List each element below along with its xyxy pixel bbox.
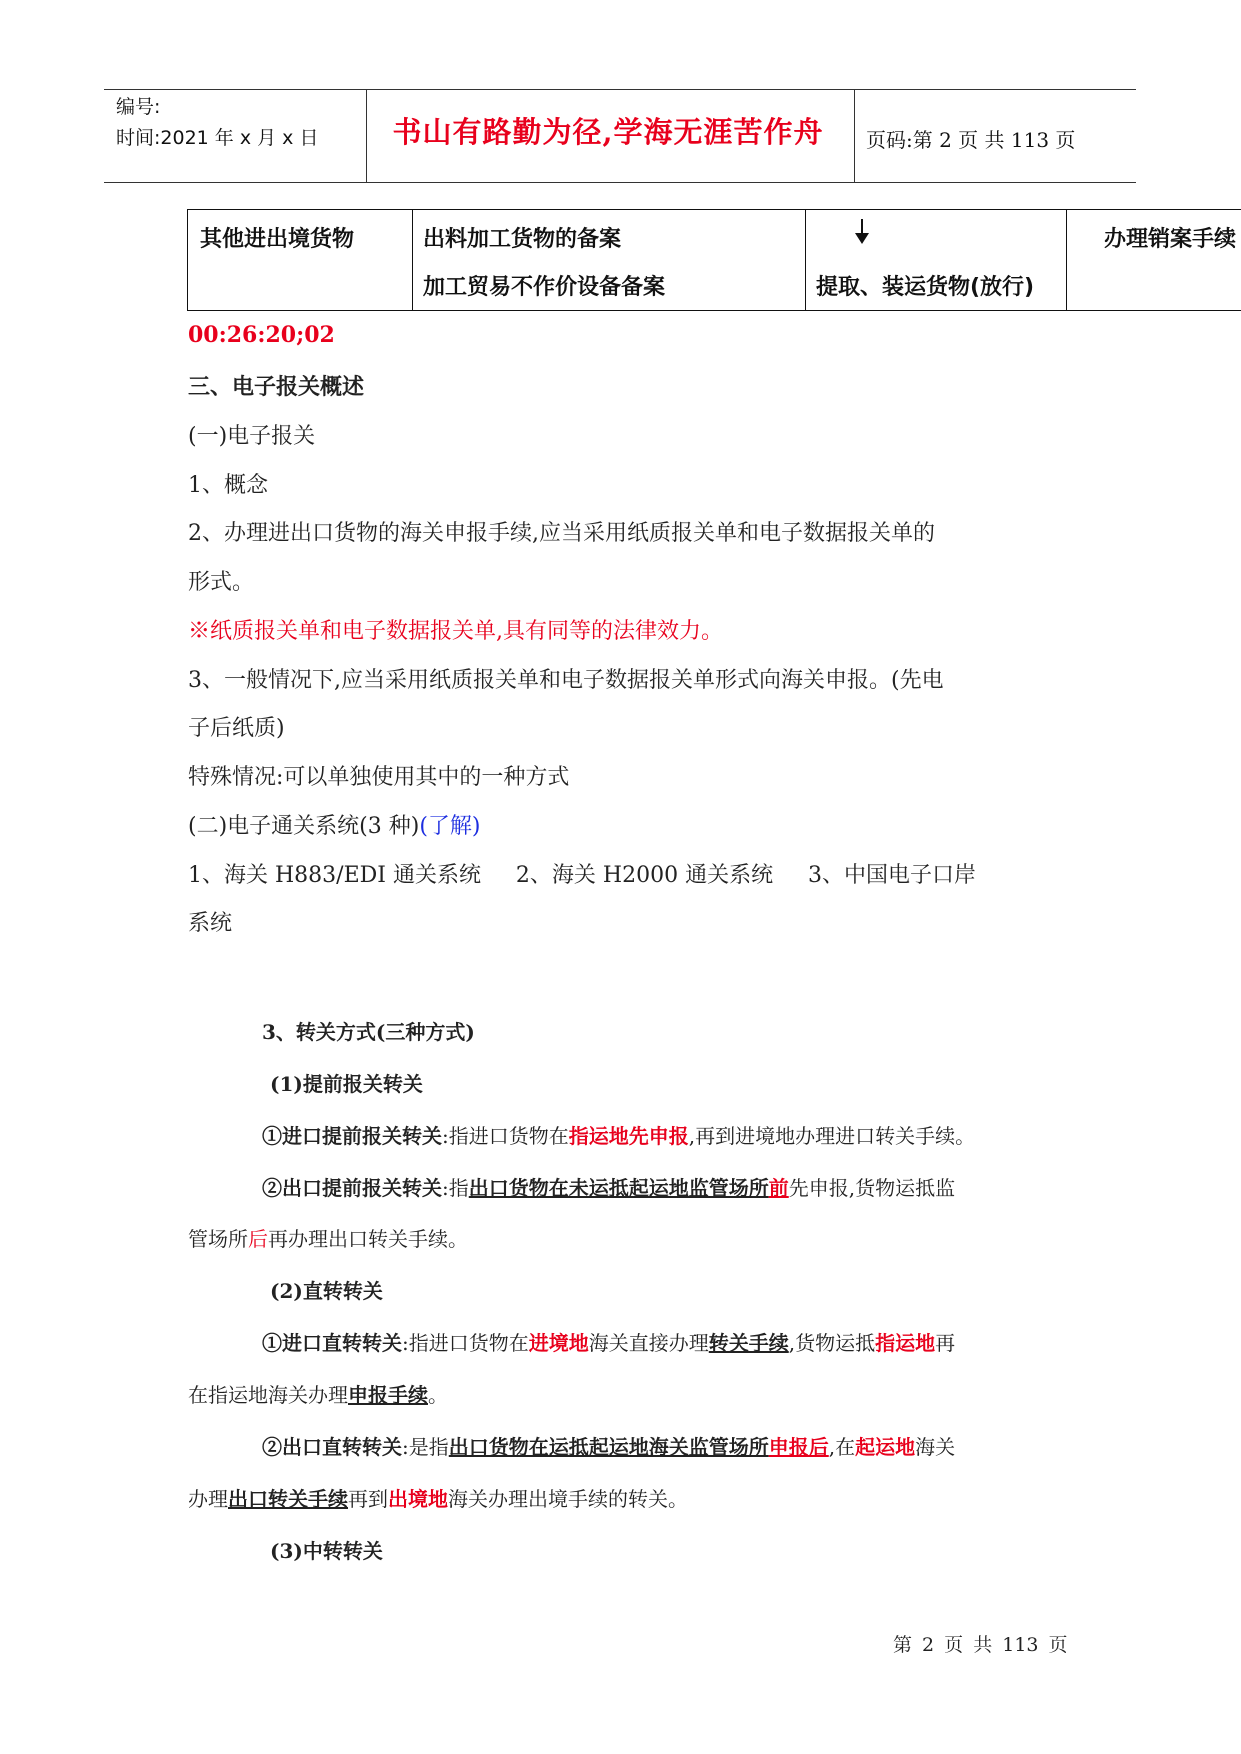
text-span: 先申报,货物运抵监	[788, 1176, 956, 1200]
section-title: 三、电子报关概述	[188, 374, 365, 400]
method-1-export-label: ②出口提前报关转关	[262, 1176, 442, 1200]
table-col-divider-2	[805, 209, 806, 310]
text-span: 海关直接办理	[588, 1331, 709, 1355]
underline-span: 出口货物在运抵起运地海关监管场所	[448, 1435, 769, 1459]
underline-span: 出口货物在未运抵起运地监管场所	[468, 1176, 769, 1200]
method-2-import-line2	[188, 1379, 448, 1408]
text-span: ,在	[828, 1435, 856, 1459]
method-1-title: (1)提前报关转关	[270, 1072, 423, 1096]
header-page-info: 页码:第 2 页 共 113 页	[866, 128, 1076, 152]
text-span: 管场所	[188, 1227, 248, 1251]
text-span: 再到	[348, 1487, 388, 1511]
method-1-import-label: ①进口提前报关转关	[262, 1124, 442, 1148]
text-span: :是指	[402, 1435, 449, 1459]
highlight-span: 前	[768, 1176, 789, 1200]
method-1-export-line1	[262, 1172, 955, 1201]
highlight-span: 进境地	[528, 1331, 589, 1355]
text-span: 海关	[915, 1435, 956, 1459]
text-span: ,再到进境地办理进口转关手续。	[688, 1124, 976, 1148]
header-motto: 书山有路勤为径,学海无涯苦作舟	[392, 115, 824, 149]
highlight-span: 指运地	[875, 1331, 936, 1355]
timestamp: 00:26:20;02	[188, 322, 335, 348]
table-cell-cancel-filing: 办理销案手续	[1104, 227, 1237, 252]
method-2-export-label: ②出口直转转关	[262, 1435, 402, 1459]
item-2-line1: 2、办理进出口货物的海关申报手续,应当采用纸质报关单和电子数据报关单的	[188, 521, 935, 546]
method-2-export-line2	[188, 1483, 688, 1512]
header-divider-right	[854, 90, 855, 182]
underline-span: 转关手续	[708, 1331, 789, 1355]
item-3-line1: 3、一般情况下,应当采用纸质报关单和电子数据报关单形式向海关申报。(先电	[188, 668, 944, 693]
header-top-rule	[104, 89, 1136, 90]
text-span: 海关办理出境手续的转关。	[448, 1487, 688, 1511]
understand-tag: (了解)	[419, 814, 481, 839]
subsection-clearance-label: (二)电子通关系统(3 种)	[188, 814, 420, 839]
method-1-export-line2	[188, 1223, 468, 1252]
text-span: ,货物运抵	[788, 1331, 876, 1355]
highlight-span: 起运地	[855, 1435, 916, 1459]
highlight-span: 申报后	[768, 1435, 829, 1459]
text-span: 。	[428, 1383, 448, 1407]
table-cell-other-goods: 其他进出境货物	[200, 227, 355, 252]
legal-note: ※纸质报关单和电子数据报关单,具有同等的法律效力。	[188, 619, 723, 644]
text-span: 办理	[188, 1487, 228, 1511]
text-span: 再	[935, 1331, 956, 1355]
text-span: :指进口货物在	[442, 1124, 569, 1148]
underline-span: 出口转关手续	[228, 1487, 348, 1511]
header-number-label: 编号:	[116, 96, 161, 118]
table-col-divider-3	[1066, 209, 1067, 310]
table-col-divider-1	[412, 209, 413, 310]
text-span: 再办理出口转关手续。	[268, 1227, 468, 1251]
item-concept: 1、概念	[188, 473, 268, 498]
underline-span: 申报手续	[348, 1383, 428, 1407]
special-case: 特殊情况:可以单独使用其中的一种方式	[188, 765, 570, 790]
highlight-span: 出境地	[388, 1487, 448, 1511]
table-cell-release: 提取、装运货物(放行)	[816, 275, 1035, 300]
subsection-e-declaration: (一)电子报关	[188, 424, 316, 449]
item-2-line2: 形式。	[188, 570, 255, 595]
table-cell-outward-processing: 出料加工货物的备案	[423, 227, 622, 252]
header-divider-left	[366, 90, 367, 182]
method-2-import-line1	[262, 1327, 955, 1356]
subsection-clearance-systems	[188, 809, 481, 840]
method-1-import	[262, 1120, 975, 1149]
text-span: 在指运地海关办理	[188, 1383, 348, 1407]
systems-line2: 系统	[188, 911, 233, 936]
method-3-title: (3)中转转关	[270, 1539, 383, 1563]
method-2-export-line1	[262, 1431, 955, 1460]
header-meta	[116, 92, 318, 154]
systems-line1: 1、海关 H883/EDI 通关系统 2、海关 H2000 通关系统 3、中国电子口岸	[188, 863, 977, 888]
header-bottom-rule	[104, 182, 1136, 183]
method-2-title: (2)直转转关	[270, 1279, 383, 1303]
down-arrow-head-icon	[855, 233, 869, 244]
highlight-span: 后	[248, 1227, 268, 1251]
page-footer: 第 2 页 共 113 页	[893, 1634, 1068, 1656]
text-span: :指	[442, 1176, 469, 1200]
table-cell-equipment-filing: 加工贸易不作价设备备案	[423, 275, 666, 300]
item-3-line2: 子后纸质)	[188, 716, 285, 741]
highlight-span: 指运地先申报	[568, 1124, 689, 1148]
text-span: :指进口货物在	[402, 1331, 529, 1355]
method-2-import-label: ①进口直转转关	[262, 1331, 402, 1355]
transfer-title: 3、转关方式(三种方式)	[262, 1020, 475, 1044]
header-time-label: 时间:2021 年 x 月 x 日	[116, 127, 319, 149]
